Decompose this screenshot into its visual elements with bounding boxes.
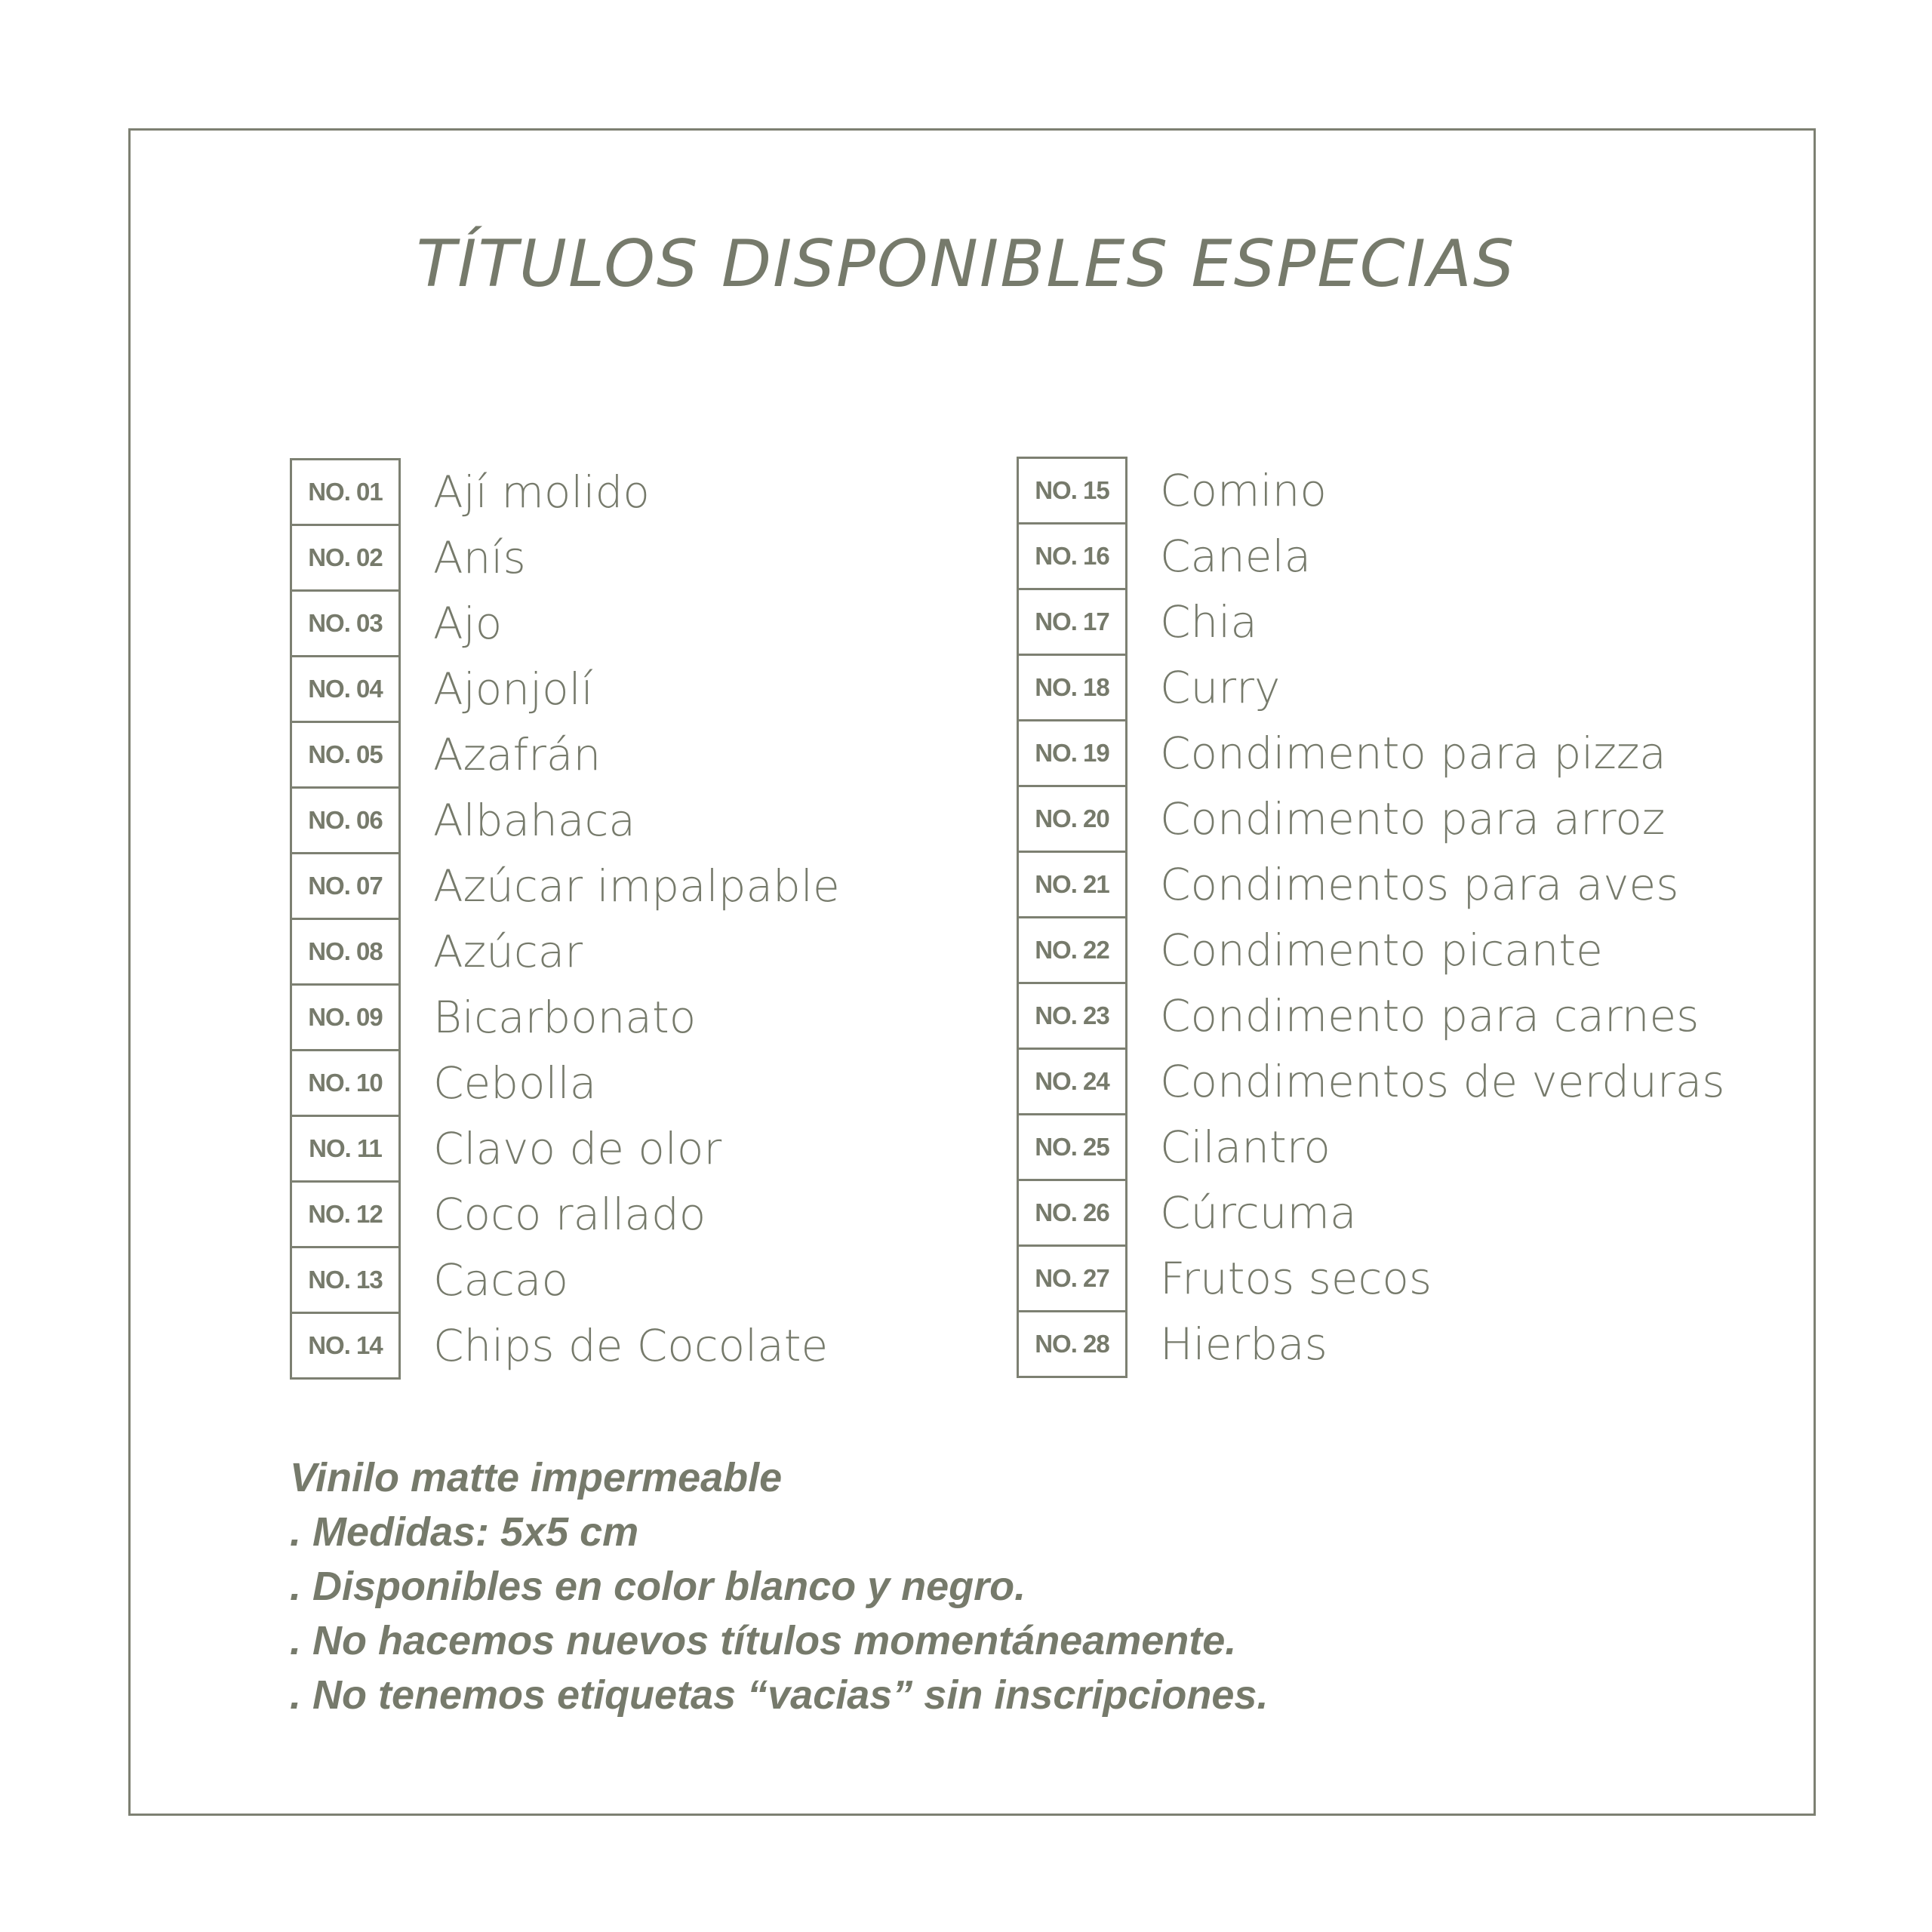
item-number-box: NO. 08 — [290, 918, 401, 986]
item-number-box: NO. 03 — [290, 589, 401, 657]
item-number-box: NO. 10 — [290, 1049, 401, 1117]
item-label: Comino — [1160, 465, 1327, 516]
item-number-box: NO. 26 — [1017, 1179, 1128, 1247]
item-number-box: NO. 20 — [1017, 785, 1128, 853]
item-number-box: NO. 19 — [1017, 719, 1128, 787]
item-number-box: NO. 06 — [290, 786, 401, 854]
item-label: Ajonjolí — [433, 663, 593, 715]
item-label: Cúrcuma — [1160, 1187, 1357, 1238]
item-label: Cacao — [433, 1254, 568, 1306]
item-label: Condimento para arroz — [1160, 793, 1666, 844]
item-label: Cebolla — [433, 1057, 597, 1109]
note-line: . No hacemos nuevos títulos momentáneamente. — [290, 1618, 1237, 1663]
item-label: Bicarbonato — [433, 992, 697, 1043]
item-label: Condimento picante — [1160, 924, 1603, 976]
item-number-box: NO. 05 — [290, 721, 401, 789]
item-label: Clavo de olor — [433, 1123, 722, 1174]
item-label: Condimentos de verduras — [1160, 1056, 1725, 1107]
item-number-box: NO. 17 — [1017, 588, 1128, 656]
item-number-box: NO. 13 — [290, 1246, 401, 1314]
item-label: Azafrán — [433, 729, 601, 780]
item-number-box: NO. 02 — [290, 524, 401, 592]
item-number-box: NO. 01 — [290, 458, 401, 526]
item-number-box: NO. 11 — [290, 1115, 401, 1183]
item-label: Hierbas — [1160, 1318, 1327, 1370]
item-label: Condimento para pizza — [1160, 728, 1666, 779]
item-number-box: NO. 23 — [1017, 982, 1128, 1050]
item-label: Cilantro — [1160, 1121, 1331, 1173]
item-label: Azúcar — [433, 926, 583, 977]
item-label: Condimento para carnes — [1160, 990, 1700, 1041]
note-line: . Disponibles en color blanco y negro. — [290, 1564, 1026, 1609]
item-label: Ají molido — [433, 466, 650, 518]
item-label: Condimentos para aves — [1160, 859, 1679, 910]
item-number-box: NO. 28 — [1017, 1310, 1128, 1378]
item-label: Anís — [433, 532, 526, 583]
item-label: Curry — [1160, 662, 1281, 713]
item-label: Azúcar impalpable — [433, 860, 840, 912]
item-label: Canela — [1160, 531, 1312, 582]
item-number-box: NO. 18 — [1017, 654, 1128, 721]
item-label: Frutos secos — [1160, 1253, 1432, 1304]
note-line: . No tenemos etiquetas “vacias” sin inscripciones. — [290, 1672, 1269, 1718]
item-label: Albahaca — [433, 795, 635, 846]
item-number-box: NO. 14 — [290, 1312, 401, 1380]
page-title: TÍTULOS DISPONIBLES ESPECIAS — [416, 226, 1516, 302]
item-label: Chips de Cocolate — [433, 1320, 829, 1371]
item-number-box: NO. 27 — [1017, 1244, 1128, 1312]
item-number-box: NO. 22 — [1017, 916, 1128, 984]
item-number-box: NO. 24 — [1017, 1048, 1128, 1115]
item-number-box: NO. 04 — [290, 655, 401, 723]
item-number-box: NO. 21 — [1017, 851, 1128, 918]
item-number-box: NO. 25 — [1017, 1113, 1128, 1181]
note-line: . Medidas: 5x5 cm — [290, 1509, 639, 1555]
product-notes — [290, 1451, 1268, 1722]
item-label: Chia — [1160, 596, 1257, 648]
item-number-box: NO. 15 — [1017, 457, 1128, 525]
item-label: Ajo — [433, 598, 503, 649]
item-number-box: NO. 09 — [290, 983, 401, 1051]
item-number-box: NO. 07 — [290, 852, 401, 920]
note-line: Vinilo matte impermeable — [290, 1455, 783, 1500]
item-number-box: NO. 12 — [290, 1180, 401, 1248]
item-number-box: NO. 16 — [1017, 522, 1128, 590]
item-label: Coco rallado — [433, 1189, 706, 1240]
